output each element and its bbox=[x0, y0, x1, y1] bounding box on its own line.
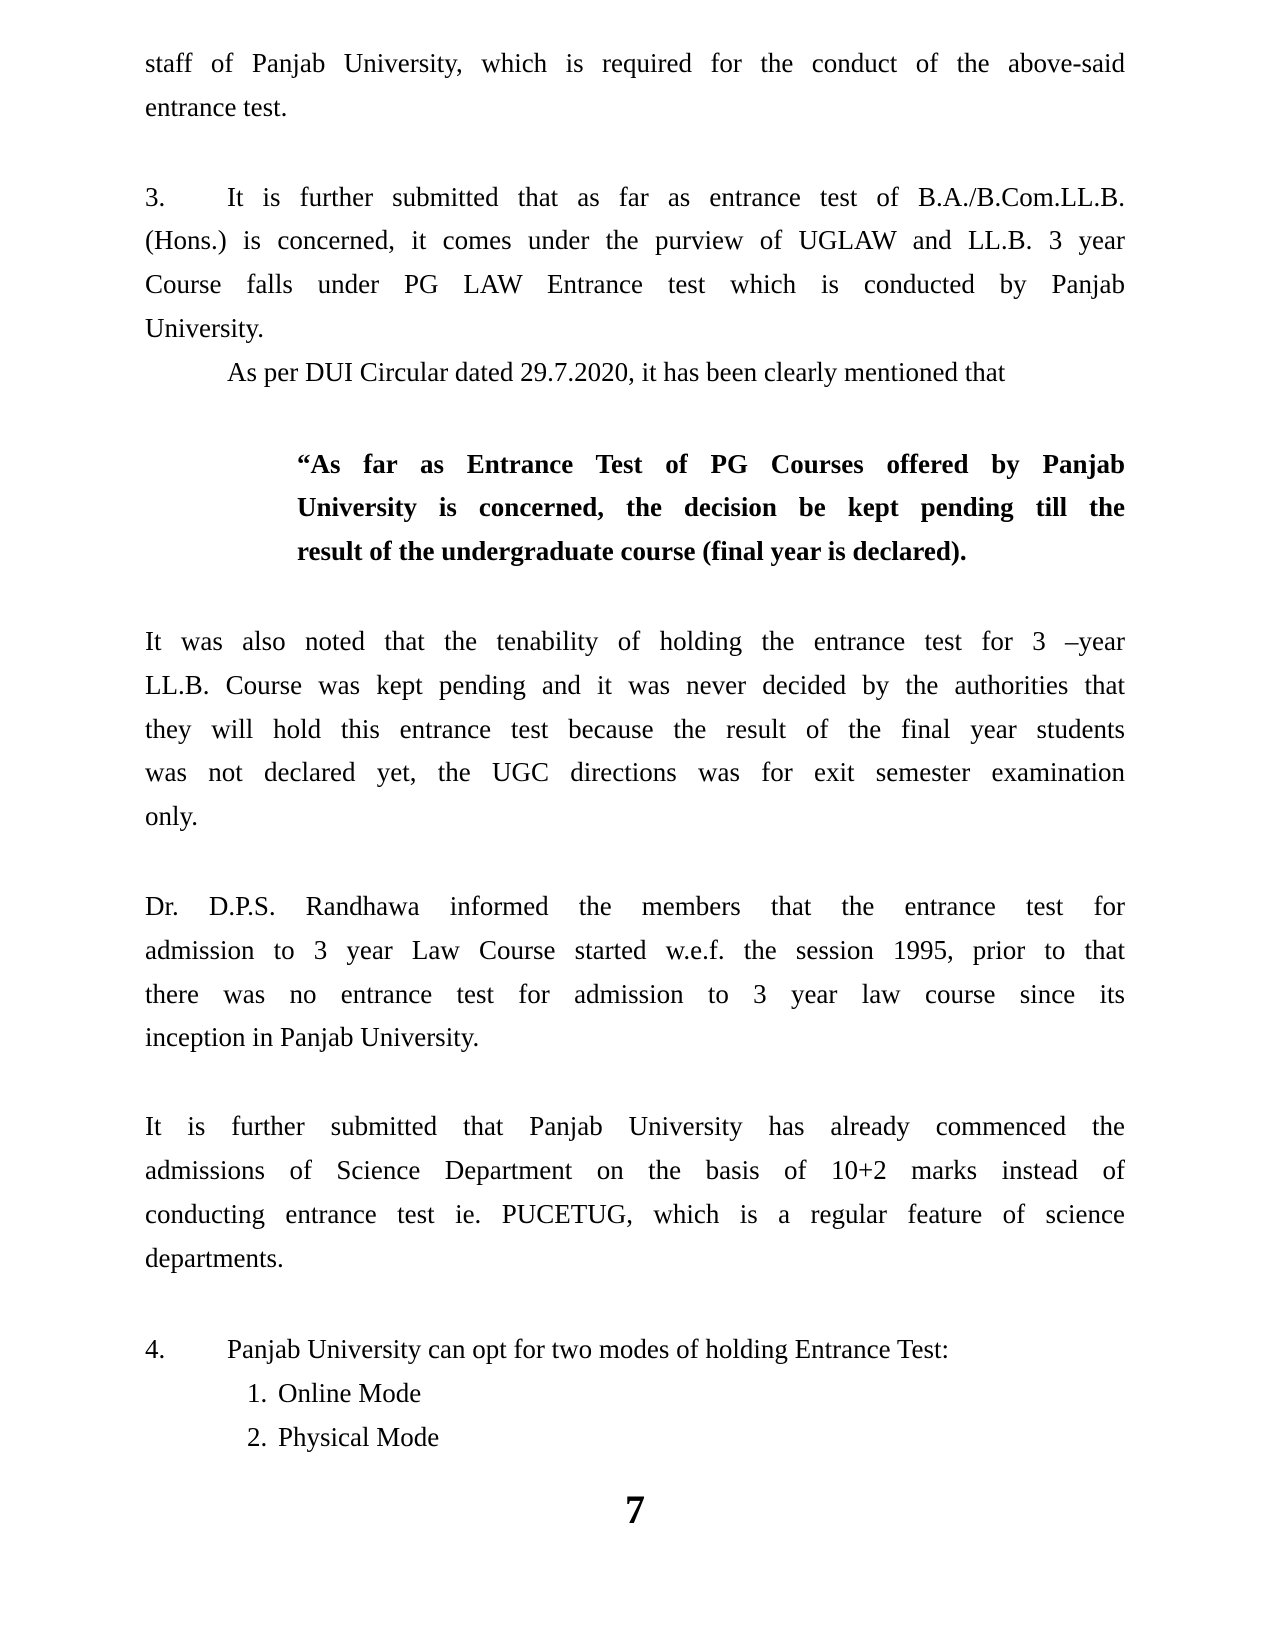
paragraph-pucetug-line: It is further submitted that Panjab University has already commenced the bbox=[145, 1111, 1125, 1142]
paragraph-3-line: Course falls under PG LAW Entrance test which is conducted by Panjab bbox=[145, 269, 1125, 300]
paragraph-pucetug-line: conducting entrance test ie. PUCETUG, which is a regular feature of science bbox=[145, 1198, 1125, 1229]
list-item-physical-mode bbox=[247, 1416, 1125, 1460]
list-item-online-label: Online Mode bbox=[278, 1378, 422, 1409]
paragraph-3-line: University. bbox=[145, 312, 264, 343]
page-number: 7 bbox=[625, 1486, 645, 1532]
paragraph-4-number: 4. bbox=[145, 1334, 166, 1365]
block-quote-line: University is concerned, the decision be kept pending till the bbox=[297, 492, 1125, 523]
paragraph-tenability-line: was not declared yet, the UGC directions was for exit semester examination bbox=[145, 757, 1125, 788]
paragraph-randhawa-line: there was no entrance test for admission to 3 year law course since its bbox=[145, 978, 1125, 1009]
paragraph-randhawa bbox=[145, 885, 1125, 1060]
paragraph-dui-circular-line: As per DUI Circular dated 29.7.2020, it has been clearly mentioned that bbox=[227, 356, 1006, 387]
paragraph-4 bbox=[145, 1328, 1125, 1372]
paragraph-dui-circular bbox=[145, 351, 1125, 395]
block-quote bbox=[297, 443, 1125, 574]
paragraph-tenability bbox=[145, 620, 1125, 839]
list-item-physical-label: Physical Mode bbox=[278, 1421, 440, 1452]
paragraph-tenability-line: It was also noted that the tenability of holding the entrance test for 3 –year bbox=[145, 625, 1125, 656]
paragraph-3-number: 3. bbox=[145, 181, 166, 212]
paragraph-tenability-line: they will hold this entrance test because the result of the final year students bbox=[145, 713, 1125, 744]
paragraph-randhawa-line: inception in Panjab University. bbox=[145, 1022, 480, 1053]
paragraph-4-line: Panjab University can opt for two modes of holding Entrance Test: bbox=[227, 1334, 949, 1365]
list-item-physical-number: 2. bbox=[247, 1421, 268, 1452]
block-quote-line: “As far as Entrance Test of PG Courses offered by Panjab bbox=[297, 448, 1125, 479]
paragraph-intro bbox=[145, 42, 1125, 130]
list-item-online-number: 1. bbox=[247, 1378, 268, 1409]
block-quote-line: result of the undergraduate course (final year is declared). bbox=[297, 536, 967, 567]
paragraph-3-line: (Hons.) is concerned, it comes under the purview of UGLAW and LL.B. 3 year bbox=[145, 225, 1125, 256]
paragraph-randhawa-line: Dr. D.P.S. Randhawa informed the members that the entrance test for bbox=[145, 890, 1125, 921]
paragraph-3-first-line bbox=[145, 176, 1125, 220]
paragraph-pucetug-line: departments. bbox=[145, 1242, 284, 1273]
paragraph-3-line: It is further submitted that as far as entrance test of B.A./B.Com.LL.B. bbox=[227, 181, 1125, 212]
paragraph-randhawa-line: admission to 3 year Law Course started w.e.f. the session 1995, prior to that bbox=[145, 934, 1125, 965]
paragraph-tenability-line: only. bbox=[145, 801, 198, 832]
paragraph-pucetug bbox=[145, 1105, 1125, 1280]
paragraph-intro-line: entrance test. bbox=[145, 91, 288, 122]
paragraph-pucetug-line: admissions of Science Department on the basis of 10+2 marks instead of bbox=[145, 1154, 1125, 1185]
paragraph-3 bbox=[145, 176, 1125, 351]
list-item-online-mode bbox=[247, 1372, 1125, 1416]
paragraph-tenability-line: LL.B. Course was kept pending and it was never decided by the authorities that bbox=[145, 669, 1125, 700]
paragraph-4-first-line bbox=[145, 1328, 1125, 1372]
modes-list bbox=[145, 1372, 1125, 1460]
paragraph-intro-line: staff of Panjab University, which is required for the conduct of the above-said bbox=[145, 48, 1125, 78]
